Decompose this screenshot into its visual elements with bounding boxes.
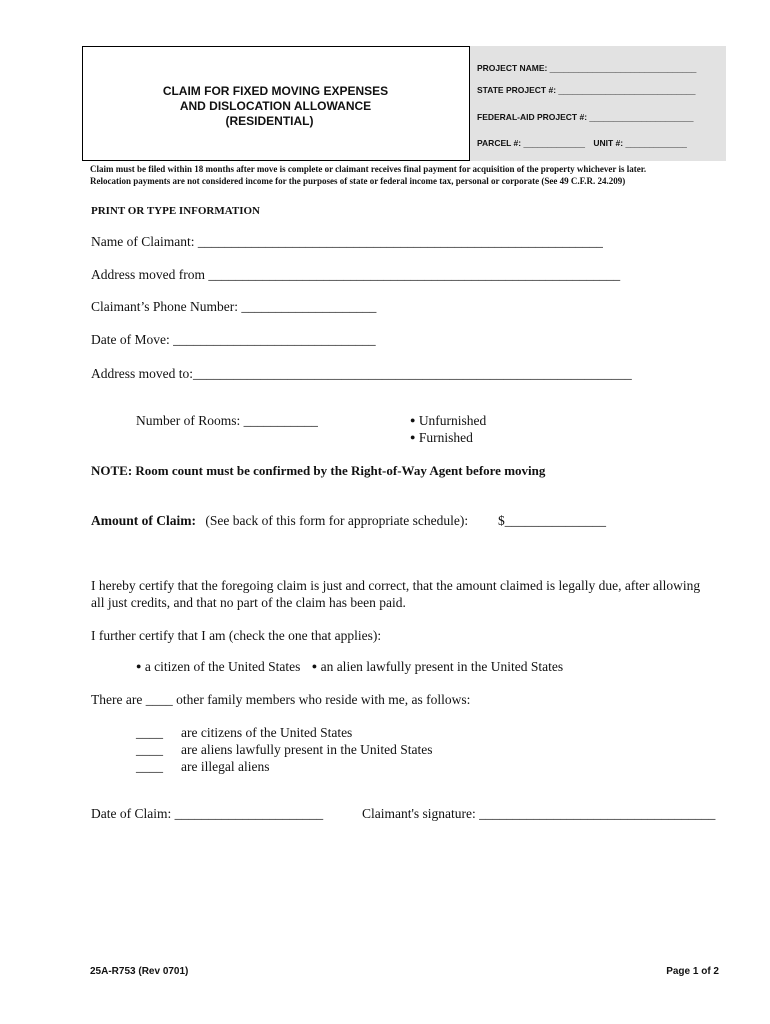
family-blank: ____ xyxy=(136,759,163,774)
citizenship-options xyxy=(136,659,563,675)
radio-bullet-icon: ● xyxy=(410,415,416,425)
date-of-move-field[interactable]: Date of Move: ______________________________ xyxy=(91,332,376,347)
parcel-unit-field[interactable] xyxy=(477,138,687,148)
state-project-field[interactable] xyxy=(477,85,696,95)
unit-label: UNIT #: xyxy=(593,138,624,148)
date-of-claim-field[interactable]: Date of Claim: ______________________ xyxy=(91,806,324,821)
section-heading: PRINT OR TYPE INFORMATION xyxy=(91,205,260,217)
state-project-blank: _____________________________ xyxy=(558,85,696,95)
title-line-1: CLAIM FOR FIXED MOVING EXPENSES xyxy=(162,84,389,98)
family-blank: ____ xyxy=(136,742,163,757)
address-moved-to-field[interactable]: Address moved to:_________________________________________________________________ xyxy=(91,366,632,381)
radio-bullet-icon: ● xyxy=(136,661,142,671)
certify-line-2: all just credits, and that no part of the claim has been paid. xyxy=(91,595,406,610)
certify-status-prompt: I further certify that I am (check the one that applies): xyxy=(91,628,382,643)
parcel-label: PARCEL #: xyxy=(477,138,522,148)
family-item-label: are illegal aliens xyxy=(181,759,270,774)
name-of-claimant-field[interactable]: Name of Claimant: ____________________________________________________________ xyxy=(91,234,603,249)
federal-aid-blank: ______________________ xyxy=(589,112,694,122)
project-name-blank: _______________________________ xyxy=(549,63,697,73)
amount-of-claim-row xyxy=(91,513,468,529)
family-item-illegal-aliens[interactable] xyxy=(136,759,270,775)
radio-bullet-icon: ● xyxy=(311,661,318,671)
title-line-3: (RESIDENTIAL) xyxy=(225,114,314,128)
notice-line-1: Claim must be filed within 18 months after move is complete or claimant receives final payment for acquisition of the property whichever is later. xyxy=(90,164,647,174)
unit-blank: _____________ xyxy=(625,138,687,148)
amount-label: Amount of Claim: xyxy=(91,513,196,528)
radio-bullet-icon: ● xyxy=(410,432,416,442)
option-unfurnished[interactable] xyxy=(410,413,486,429)
project-name-label: PROJECT NAME: xyxy=(477,63,548,73)
option-citizen[interactable] xyxy=(136,659,304,674)
citizen-label: a citizen of the United States xyxy=(144,659,301,674)
amount-input[interactable]: $_______________ xyxy=(498,513,606,528)
project-name-field[interactable] xyxy=(477,63,696,73)
number-of-rooms-field[interactable]: Number of Rooms: ___________ xyxy=(136,413,318,428)
claimant-signature-field[interactable]: Claimant's signature: ___________________________________ xyxy=(362,806,716,821)
phone-number-field[interactable]: Claimant’s Phone Number: ____________________ xyxy=(91,299,377,314)
family-members-line[interactable]: There are ____ other family members who reside with me, as follows: xyxy=(91,692,471,707)
notice-line-2: Relocation payments are not considered income for the purposes of state or federal income tax, personal or corporate (See 49 C.F.R. 24.209) xyxy=(90,176,626,186)
federal-aid-label: FEDERAL-AID PROJECT #: xyxy=(477,112,588,122)
family-item-label: are aliens lawfully present in the United States xyxy=(181,742,433,757)
parcel-blank: _____________ xyxy=(523,138,585,148)
amount-instruction: (See back of this form for appropriate schedule): xyxy=(205,513,469,528)
lawful-alien-label: an alien lawfully present in the United States xyxy=(320,659,564,674)
family-item-label: are citizens of the United States xyxy=(181,725,353,740)
title-line-2: AND DISLOCATION ALLOWANCE xyxy=(179,99,372,113)
address-moved-from-field[interactable]: Address moved from _____________________________________________________________ xyxy=(91,267,621,282)
family-item-citizens[interactable] xyxy=(136,725,353,741)
form-title xyxy=(82,84,469,129)
form-id: 25A-R753 (Rev 0701) xyxy=(90,966,189,977)
family-blank: ____ xyxy=(136,725,163,740)
family-item-lawful-aliens[interactable] xyxy=(136,742,433,758)
option-lawful-alien[interactable] xyxy=(312,659,563,674)
room-count-note: NOTE: Room count must be confirmed by the Right-of-Way Agent before moving xyxy=(91,463,546,478)
certify-line-1: I hereby certify that the foregoing claim is just and correct, that the amount claimed is legally due, after allowing xyxy=(91,578,701,593)
furnished-label: Furnished xyxy=(418,430,473,445)
page-number: Page 1 of 2 xyxy=(666,966,719,977)
option-furnished[interactable] xyxy=(410,430,473,446)
state-project-label: STATE PROJECT #: xyxy=(477,85,557,95)
federal-aid-project-field[interactable] xyxy=(477,112,693,122)
unfurnished-label: Unfurnished xyxy=(418,413,487,428)
